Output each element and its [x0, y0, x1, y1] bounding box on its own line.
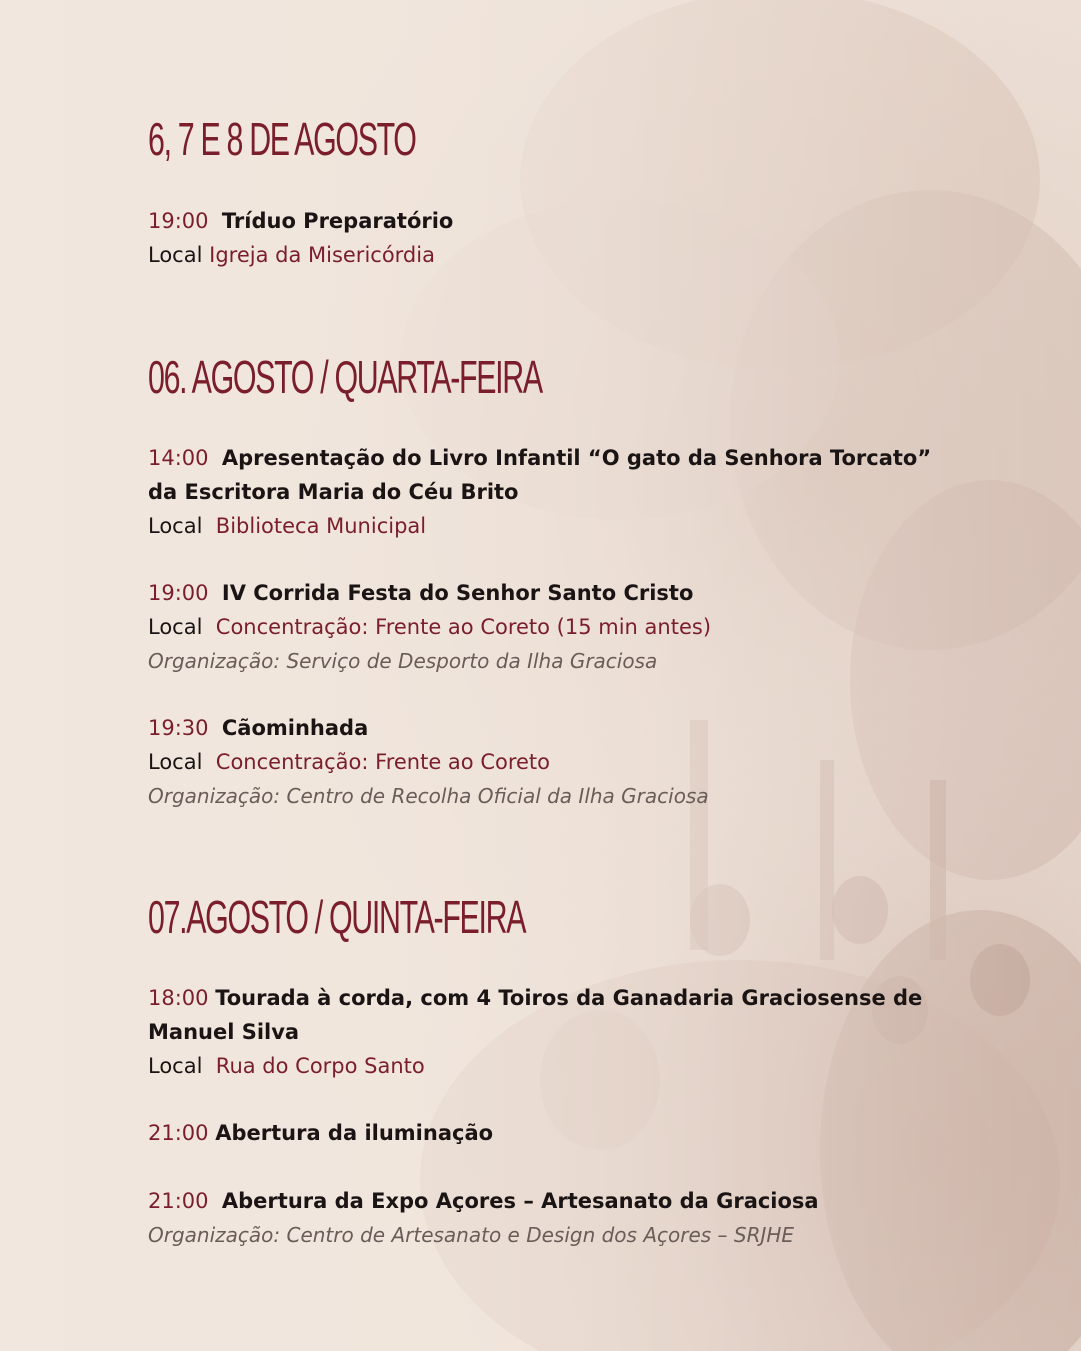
section-heading: 07.AGOSTO / QUINTA-FEIRA	[148, 891, 526, 943]
event-title: Cãominhada	[221, 716, 369, 740]
event-item	[148, 1184, 888, 1252]
event-title-line	[148, 576, 888, 610]
local-label: Local	[148, 514, 203, 538]
event-organization: Organização: Centro de Recolha Oficial da Ilha Graciosa	[148, 784, 709, 808]
event-title-line-2	[148, 1015, 888, 1049]
event-organization: Organização: Serviço de Desporto da Ilha Graciosa	[148, 649, 658, 673]
event-time: 19:00	[148, 209, 209, 233]
event-title-line	[148, 711, 888, 745]
event-item	[148, 981, 923, 1083]
event-title-line	[148, 981, 923, 1015]
local-label: Local	[148, 615, 203, 639]
event-title-line	[148, 441, 932, 475]
event-time: 19:30	[148, 716, 209, 740]
event-title-line	[148, 1116, 888, 1150]
event-place: Biblioteca Municipal	[215, 514, 427, 538]
event-title-continued: Manuel Silva	[148, 1020, 300, 1044]
event-place: Rua do Corpo Santo	[215, 1054, 425, 1078]
event-title-line	[148, 1184, 888, 1218]
event-local-line	[148, 1049, 888, 1083]
event-place: Concentração: Frente ao Coreto	[215, 750, 551, 774]
event-local-line	[148, 745, 888, 779]
section-heading: 06. AGOSTO / QUARTA-FEIRA	[148, 351, 542, 403]
event-item	[148, 711, 888, 813]
event-item	[148, 1116, 888, 1150]
local-label: Local	[148, 1054, 203, 1078]
event-title: Apresentação do Livro Infantil “O gato da Senhora Torcato”	[221, 446, 932, 470]
event-title-line	[148, 204, 888, 238]
event-place: Concentração: Frente ao Coreto (15 min antes)	[215, 615, 712, 639]
local-label: Local	[148, 243, 203, 267]
event-time: 21:00	[148, 1121, 209, 1145]
event-organization: Organização: Centro de Artesanato e Design dos Açores – SRJHE	[148, 1223, 795, 1247]
event-item	[148, 576, 888, 678]
event-title-continued: da Escritora Maria do Céu Brito	[148, 480, 519, 504]
event-title: Abertura da Expo Açores – Artesanato da Graciosa	[221, 1189, 819, 1213]
event-title-line-2	[148, 475, 888, 509]
event-title: Abertura da iluminação	[215, 1121, 494, 1145]
event-local-line	[148, 610, 888, 644]
event-title: Tourada à corda, com 4 Toiros da Ganadaria Graciosense de	[215, 986, 923, 1010]
event-item	[148, 204, 888, 272]
local-label: Local	[148, 750, 203, 774]
event-local-line	[148, 238, 888, 272]
event-time: 19:00	[148, 581, 209, 605]
event-local-line	[148, 509, 888, 543]
event-title: IV Corrida Festa do Senhor Santo Cristo	[221, 581, 694, 605]
event-place: Igreja da Misericórdia	[209, 243, 435, 267]
event-time: 14:00	[148, 446, 209, 470]
event-item	[148, 441, 932, 543]
event-time: 21:00	[148, 1189, 209, 1213]
section-heading: 6, 7 E 8 DE AGOSTO	[148, 113, 416, 165]
event-time: 18:00	[148, 986, 209, 1010]
event-title: Tríduo Preparatório	[221, 209, 454, 233]
